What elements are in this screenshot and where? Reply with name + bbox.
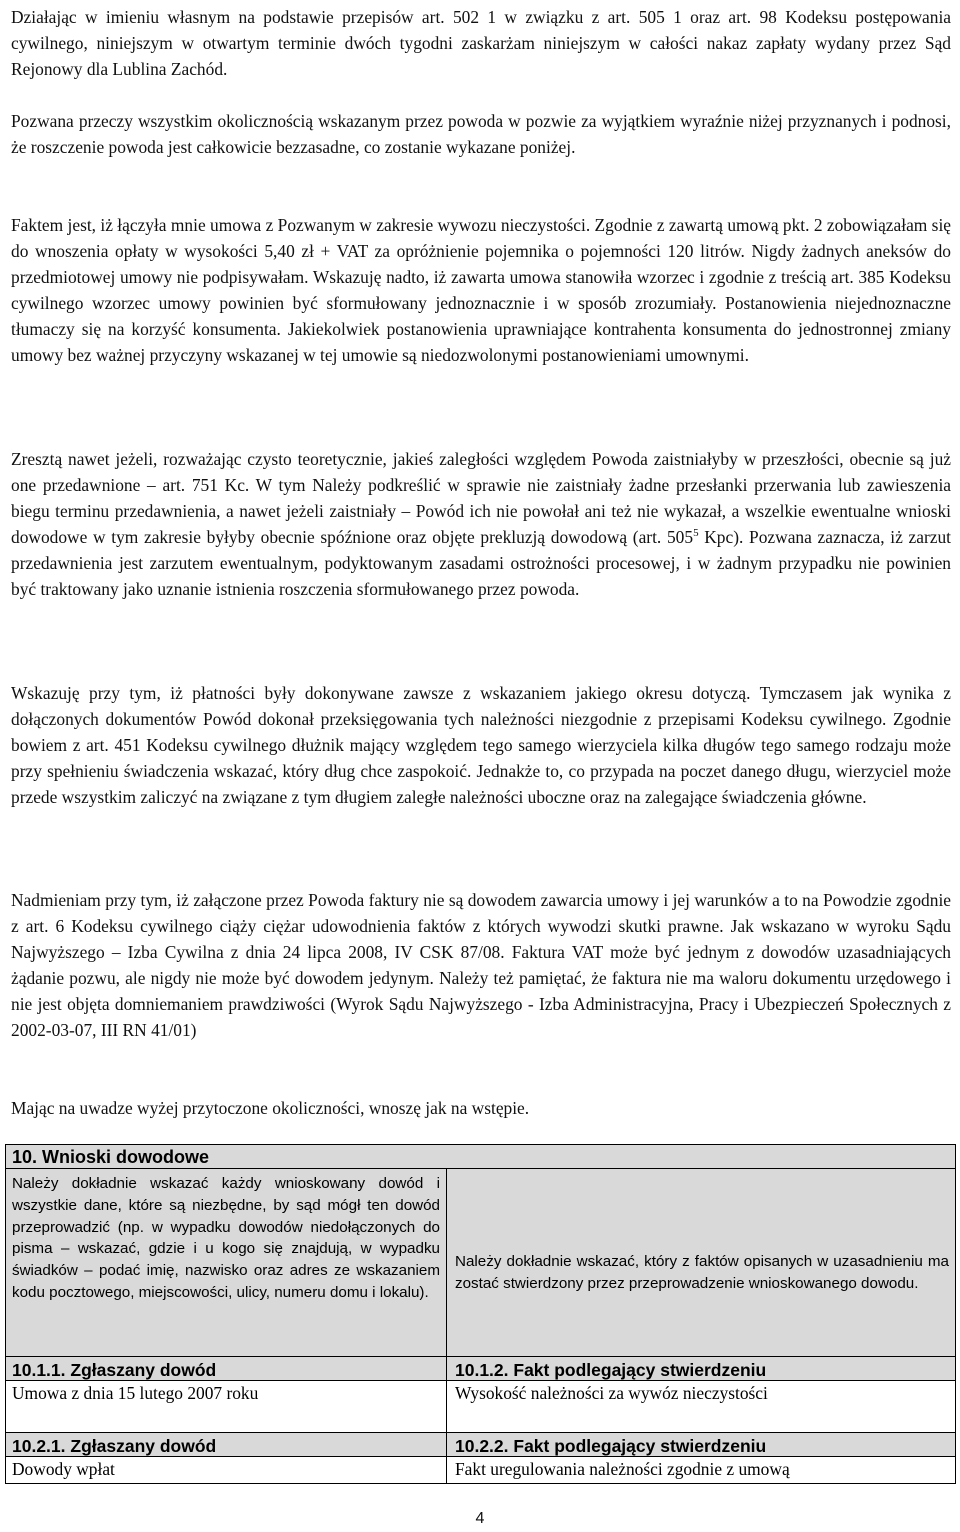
fact-value-2: Fakt uregulowania należności zgodnie z umową: [455, 1459, 790, 1479]
paragraph-limitation-part-b: Kpc). Pozwana zaznacza, iż zarzut przedawnienia jest zarzutem ewentualnym, podyktowanym zasadami ostrożności procesowej, i w żadnym przypadku nie powinien być traktowany jako uznanie istnienia roszczenia sformułowanego przez powoda.: [11, 527, 951, 599]
page-number: 4: [475, 1510, 485, 1527]
fact-value-cell-1: [447, 1381, 955, 1433]
paragraph-invoices: Nadmieniam przy tym, iż załączone przez Powoda faktury nie są dowodem zawarcia umowy i jej warunków a to na Powodzie zgodnie z art. 6 Kodeksu cywilnego ciąży ciężar udowodnienia faktów z których wywodzi skutki prawne. Jak wskazano w wyroku Sądu Najwyższego – Izba Cywilna z dnia 24 lipca 2008, IV CSK 87/08. Faktura VAT może być jednym z dowodów uzasadniających żądanie pozwu, ale nigdy nie może być dowodem jedynym. Należy też pamiętać, że faktura nie ma waloru dokumentu urzędowego i nie jest objęta domniemaniem prawdziwości (Wyrok Sądu Najwyższego - Izba Administracyjna, Pracy i Ubezpieczeń Społecznych z 2002-03-07, III RN 41/01): [11, 890, 951, 1040]
paragraph-payments: Wskazuję przy tym, iż płatności były dokonywane zawsze z wskazaniem jakiego okresu dotyczą. Tymczasem jak wynika z dołączonych dokumentów Powód dokonał przeksięgowania tych należności niezgodnie z przepisami Kodeksu cywilnego. Zgodnie bowiem z art. 451 Kodeksu cywilnego dłużnik mający względem tego samego wierzyciela kilka długów tego samego rodzaju może przy spełnieniu świadczenia wskazać, który dług chce zaspokoić. Jednakże to, co przypada na poczet danego długu, wierzyciel może przede wszystkim zaliczyć na związane z tym długiem zaległe należności uboczne oraz na zalegające świadczenia główne.: [11, 683, 951, 807]
evidence-table-header: [6, 1145, 955, 1169]
paragraph-conclusion: Mając na uwadze wyżej przytoczone okoliczności, wnoszę jak na wstępie.: [11, 1098, 530, 1118]
fact-value-cell-2: [447, 1457, 955, 1483]
paragraph-limitation: [11, 446, 951, 602]
evidence-value-cell-1: [6, 1381, 447, 1433]
fact-instruction-text: Należy dokładnie wskazać, który z faktów opisanych w uzasadnieniu ma zostać stwierdzony przez przeprowadzenie wnioskowanego dowodu.: [455, 1253, 949, 1292]
fact-label-2: 10.2.2. Fakt podlegający stwierdzeniu: [455, 1436, 767, 1456]
evidence-table-title: 10. Wnioski dowodowe: [12, 1147, 210, 1167]
evidence-label-cell-2: [6, 1433, 447, 1457]
evidence-label-cell-1: [6, 1357, 447, 1381]
fact-label-cell-2: [447, 1433, 955, 1457]
evidence-instruction-cell: [6, 1169, 447, 1357]
fact-label-cell-1: [447, 1357, 955, 1381]
evidence-value-2: Dowody wpłat: [12, 1459, 115, 1479]
evidence-instruction-text: Należy dokładnie wskazać każdy wnioskowany dowód i wszystkie dane, które są niezbędne, by sąd mógł ten dowód przeprowadzić (np. w wypadku dowodów niedołączonych do pisma – wskazać, gdzie i u kogo się znajdują, w wypadku świadków – podać imię, nazwisko oraz adres ze wskazaniem kodu pocztowego, miejscowości, ulicy, numeru domu i lokalu).: [12, 1175, 440, 1301]
paragraph-appeal-intro: Działając w imieniu własnym na podstawie przepisów art. 502 1 w związku z art. 505 1 oraz art. 98 Kodeksu postępowania cywilnego, niniejszym w otwartym terminie dwóch tygodni zaskarżam niniejszym w całości nakaz zapłaty wydany przez Sąd Rejonowy dla Lublina Zachód.: [11, 7, 951, 79]
evidence-value-cell-2: [6, 1457, 447, 1483]
evidence-table: [5, 1144, 956, 1484]
fact-label-1: 10.1.2. Fakt podlegający stwierdzeniu: [455, 1360, 767, 1380]
paragraph-limitation-part-a: Zresztą nawet jeżeli, rozważając czysto teoretycznie, jakieś zaległości względem Powoda zaistniałyby w przeszłości, obecnie są już one przedawnione – art. 751 Kc. W tym Należy podkreślić w sprawie nie zaistniały żadne przesłanki przerwania lub zawieszenia biegu terminu przedawnienia, a nawet jeżeli zaistniały – Powód ich nie powołał ani też nie wykazał, a wszelkie ewentualne wnioski dowodowe w tym zakresie byłyby obecnie spóźnione oraz objęte prekluzją dowodową (art. 505: [11, 449, 951, 547]
evidence-value-1: Umowa z dnia 15 lutego 2007 roku: [12, 1383, 259, 1403]
paragraph-contract-facts: Faktem jest, iż łączyła mnie umowa z Pozwanym w zakresie wywozu nieczystości. Zgodnie z zawartą umową pkt. 2 zobowiązałam się do wnoszenia opłaty w wysokości 5,40 zł + VAT za opróżnienie pojemnika o pojemności 120 litrów. Nigdy żadnych aneksów do przedmiotowej umowy nie podpisywałam. Wskazuję nadto, iż zawarta umowa stanowiła wzorzec i zgodnie z treścią art. 385 Kodeksu cywilnego wzorzec umowy powinien być sformułowany jednoznacznie i w sposób zrozumiały. Postanowienia niejednoznaczne tłumaczy się na korzyść konsumenta. Jakiekolwiek postanowienia uprawniające kontrahenta konsumenta do jednostronnej zmiany umowy bez ważnej przyczyny wskazanej w tej umowie są niedozwolonymi postanowieniami umownymi.: [11, 215, 951, 365]
superscript-article: 5: [693, 527, 699, 540]
evidence-label-1: 10.1.1. Zgłaszany dowód: [12, 1360, 217, 1380]
evidence-label-2: 10.2.1. Zgłaszany dowód: [12, 1436, 217, 1456]
fact-value-1: Wysokość należności za wywóz nieczystości: [455, 1383, 768, 1403]
paragraph-denial: Pozwana przeczy wszystkim okolicznością wskazanym przez powoda w pozwie za wyjątkiem wyraźnie niżej przyznanych i podnosi, że roszczenie powoda jest całkowicie bezzasadne, co zostanie wykazane poniżej.: [11, 111, 951, 157]
fact-instruction-cell: [447, 1169, 955, 1357]
